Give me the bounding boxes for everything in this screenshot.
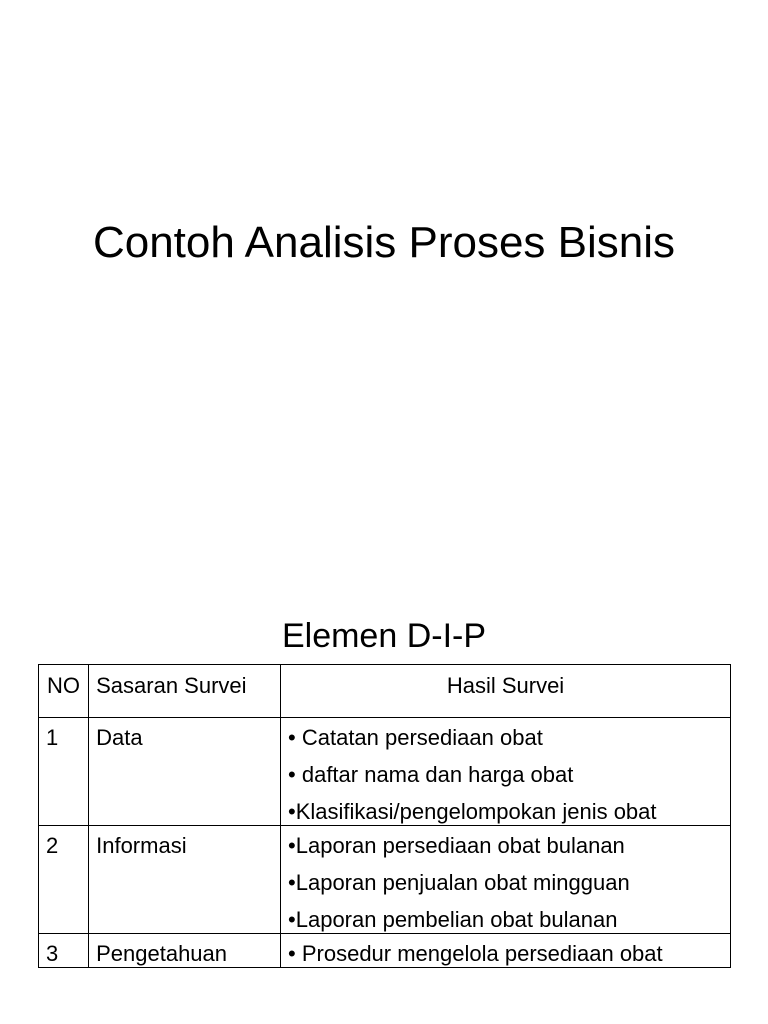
result-item: • Catatan persediaan obat — [288, 725, 543, 750]
result-item: • Prosedur mengelola persediaan obat — [288, 941, 663, 966]
result-item: •Klasifikasi/pengelompokan jenis obat — [288, 799, 657, 824]
row-number: 2 — [39, 826, 89, 934]
row-target: Pengetahuan — [89, 934, 281, 968]
header-target: Sasaran Survei — [89, 665, 281, 718]
result-list — [288, 941, 723, 967]
row-results — [281, 718, 731, 826]
survey-table — [38, 664, 731, 968]
row-target: Data — [89, 718, 281, 826]
row-number: 3 — [39, 934, 89, 968]
section-heading: Elemen D-I-P — [281, 617, 487, 655]
row-results — [281, 826, 731, 934]
row-target: Informasi — [89, 826, 281, 934]
result-list — [288, 833, 723, 933]
header-result: Hasil Survei — [281, 665, 731, 718]
result-item: •Laporan persediaan obat bulanan — [288, 833, 625, 858]
result-list — [288, 725, 723, 825]
table-row — [39, 826, 731, 934]
table-header-row — [39, 665, 731, 718]
result-item: •Laporan penjualan obat mingguan — [288, 870, 630, 895]
result-item: •Laporan pembelian obat bulanan — [288, 907, 618, 932]
slide-title: Contoh Analisis Proses Bisnis — [92, 218, 676, 267]
result-item: • daftar nama dan harga obat — [288, 762, 574, 787]
table-row — [39, 718, 731, 826]
table-row — [39, 934, 731, 968]
row-results — [281, 934, 731, 968]
header-no: NO — [39, 665, 89, 718]
row-number: 1 — [39, 718, 89, 826]
